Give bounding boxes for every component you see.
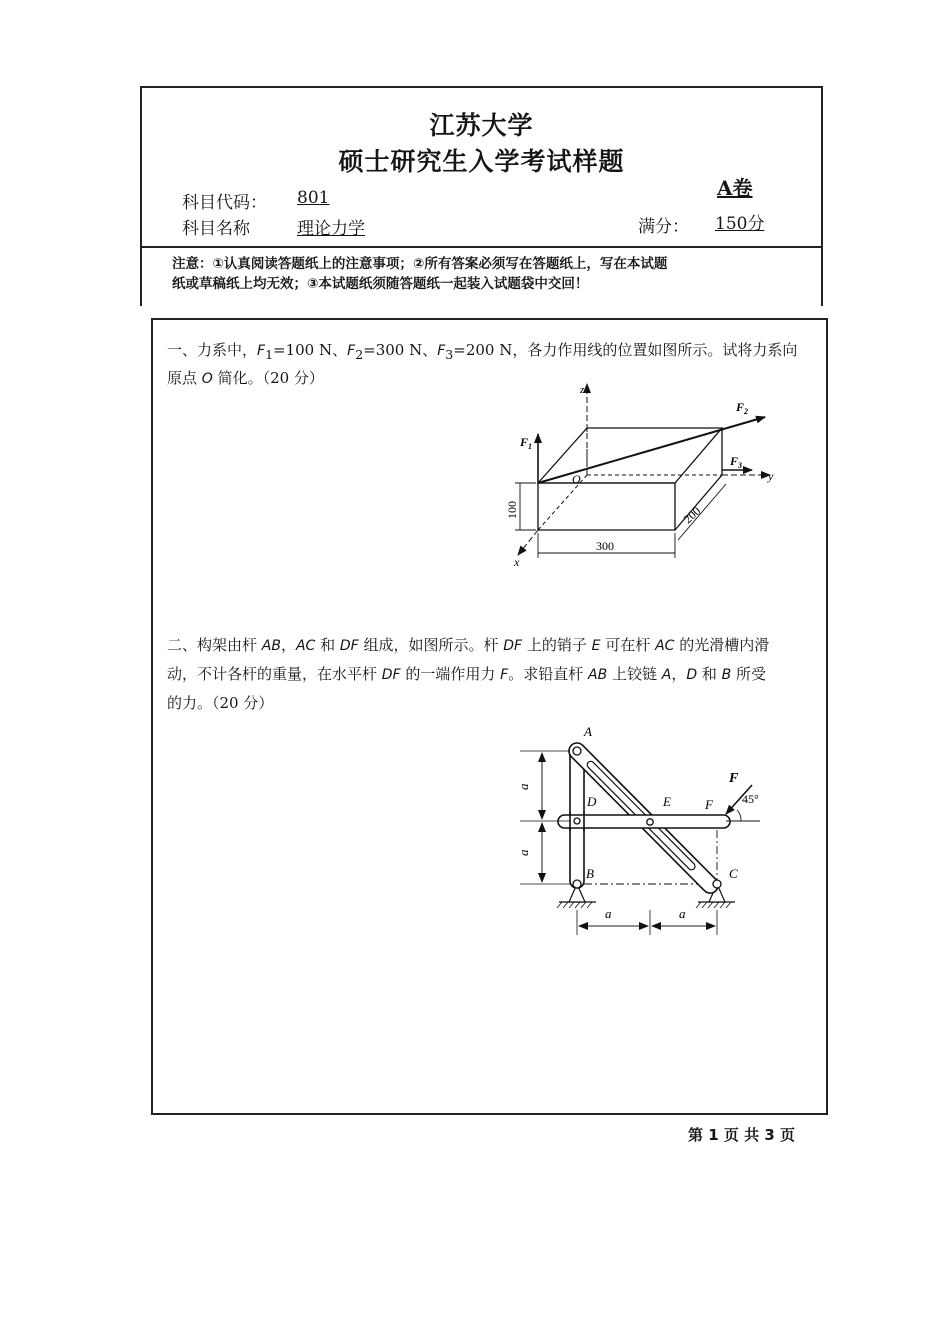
code-value: 801 [297,188,330,208]
label-b: B [586,866,594,881]
label-d: D [587,794,597,809]
notice-line-2: 纸或草稿纸上均无效；③本试题纸须随答题纸一起装入试题袋中交回！ [172,276,589,292]
pin-b [573,880,581,888]
f2-label: $F_2$ [736,400,749,416]
pin-e [647,819,653,825]
f1-label: $F_1$ [520,435,533,451]
z-axis-label: z [580,384,585,396]
score-label: 满分： [638,217,689,237]
angle-label: 45° [742,792,759,806]
origin-label: O [572,472,581,486]
dim-height-label: 100 [505,501,519,519]
dim-a-right: a [679,906,686,921]
exam-title: 硕士研究生入学考试样题 [338,147,625,176]
university-name: 江苏大学 [429,111,534,140]
pin-c [713,880,721,888]
paper-label: A卷 [717,176,753,200]
f3-label: $F_3$ [730,454,743,470]
label-e: E [663,794,671,809]
x-axis [518,530,538,555]
label-c: C [729,866,738,881]
name-value: 理论力学 [297,219,365,239]
header-divider [140,246,823,248]
q2-figure [510,720,780,940]
name-label: 科目名称 [182,219,250,239]
label-a: A [584,724,592,739]
score-value: 150分 [715,214,765,234]
pin-a [573,747,581,755]
code-label: 科目代码： [182,193,267,213]
dim-a-left: a [605,906,612,921]
page-number: 第 1 页 共 3 页 [688,1126,795,1144]
q2-text-line-2: 动，不计各杆的重量，在水平杆 DF 的一端作用力 F。求铅直杆 AB 上铰链 A，D 和 B 所受 [167,665,767,683]
dim-a-top: a [516,783,531,790]
label-f: F [705,797,713,812]
dim-depth-label: 200 [680,503,704,527]
dim-length-label: 300 [596,539,614,553]
q2-text-line-1: 二、构架由杆 AB，AC 和 DF 组成，如图所示。杆 DF 上的销子 E 可在杆 AC 的光滑槽内滑 [167,636,770,654]
dim-a-bottom: a [516,849,531,856]
pin-d [574,818,580,824]
notice-line-1: 注意：①认真阅读答题纸上的注意事项；②所有答案必须写在答题纸上，写在本试题 [172,256,668,272]
y-axis-label: y [768,469,774,483]
q1-figure [500,375,800,575]
x-axis-label: x [514,555,520,569]
force-f-label: F [729,771,739,786]
q1-text-line-2: 原点 O 简化。（20 分） [167,369,324,387]
q2-text-line-3: 的力。（20 分） [167,694,274,712]
q1-text-line-1: 一、力系中，$F_1=100$ N、$F_2=300$ N、$F_3=200$ N，各力作用线的位置如图所示。试将力系向 [167,341,798,362]
